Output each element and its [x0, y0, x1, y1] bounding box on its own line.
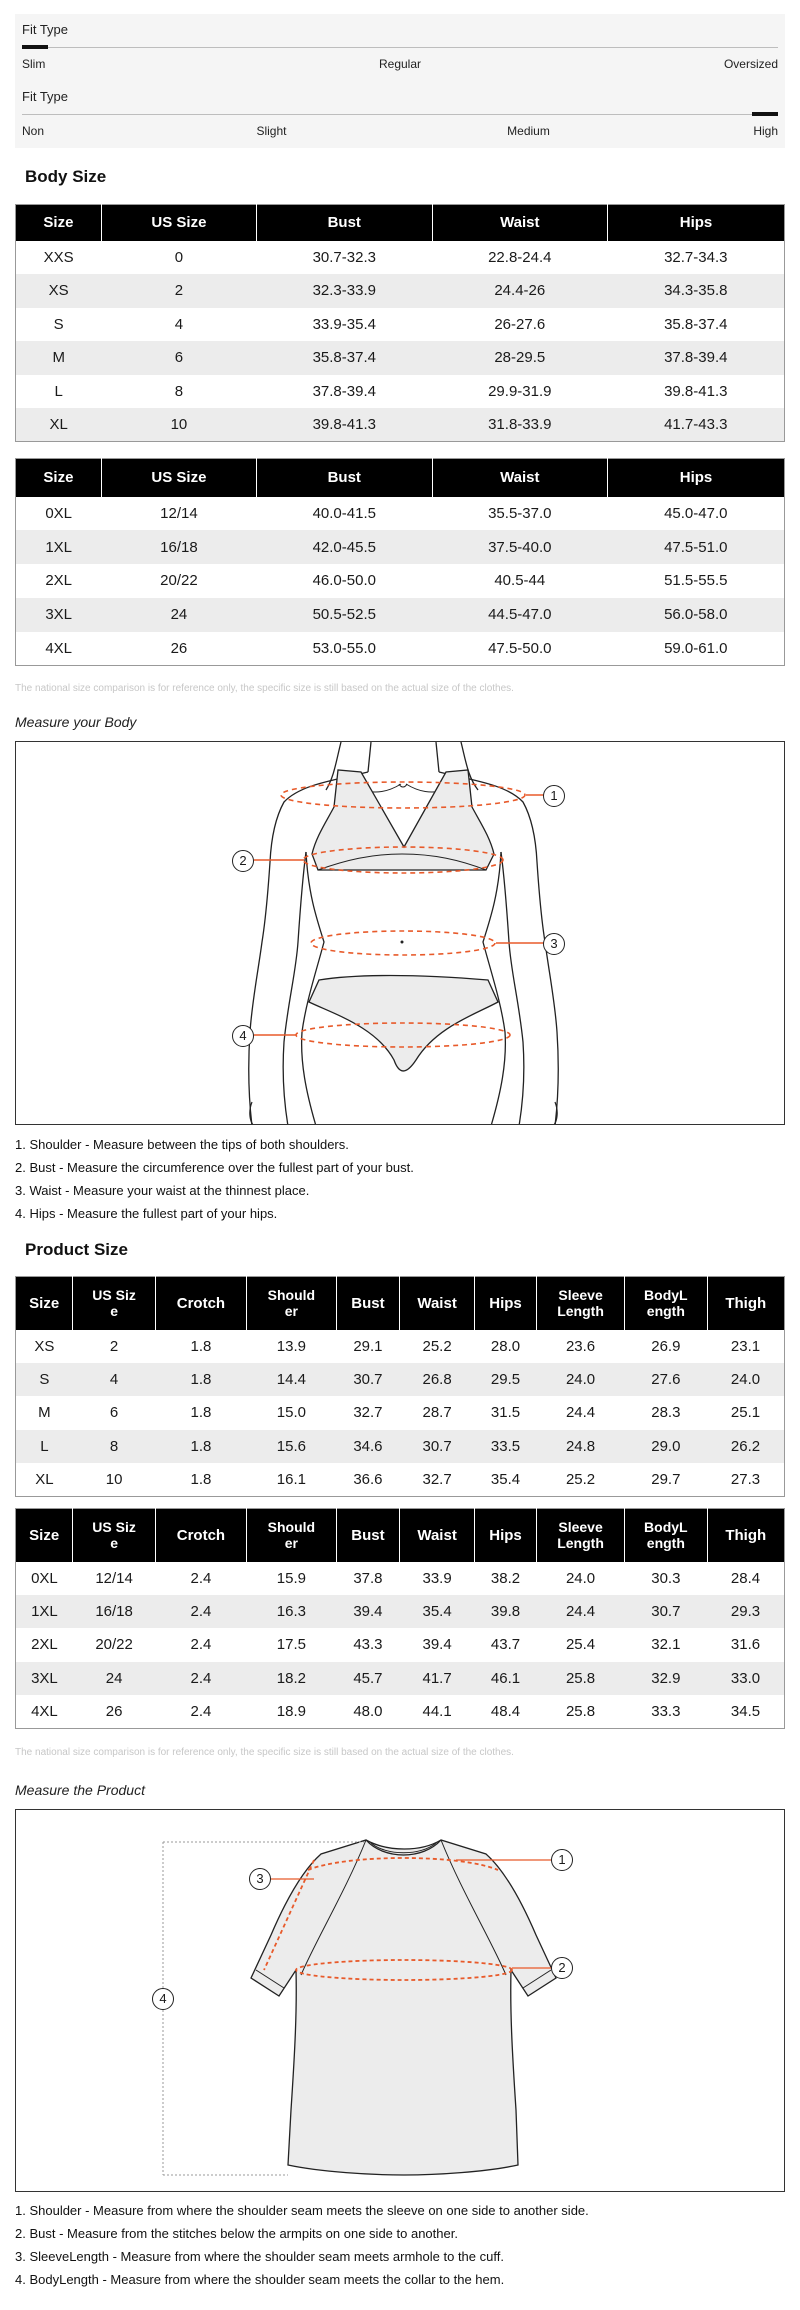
table-row — [16, 1595, 785, 1628]
table-cell: XL — [35, 1471, 54, 1488]
table-cell: 34.3-35.8 — [608, 274, 785, 308]
instruction-item: 3. SleeveLength - Measure from where the shoulder seam meets armhole to the cuff. — [15, 2249, 504, 2264]
column-header: US Size — [101, 459, 256, 497]
table-cell: 23.6 — [565, 1337, 596, 1355]
body-measure-figure — [15, 741, 785, 1125]
marker-3: 3 — [543, 933, 565, 955]
table-cell: XL — [16, 408, 102, 442]
table-cell: 16.1 — [276, 1471, 306, 1488]
table-cell: 30.7-32.3 — [312, 248, 376, 266]
product-size-title: Product Size — [25, 1240, 128, 1259]
table-cell: 26-27.6 — [494, 315, 546, 333]
table-row — [16, 598, 785, 632]
table-cell: 39.8-41.3 — [664, 382, 728, 400]
table-cell: XS — [34, 1337, 55, 1355]
marker-4: 4 — [152, 1988, 174, 2010]
table-cell: L — [54, 382, 63, 400]
column-header: Hips — [475, 1277, 537, 1330]
table-cell: 24.4 — [565, 1404, 596, 1422]
table-cell: 39.4 — [336, 1595, 400, 1628]
column-header: Bust — [257, 205, 433, 241]
fit-label-slim: Slim — [22, 57, 46, 71]
table-cell: 38.2 — [490, 1569, 521, 1587]
instruction-item: 1. Shoulder - Measure from where the shoulder seam meets the sleeve on one side to another side. — [15, 2203, 589, 2218]
table-cell: 0 — [174, 248, 184, 266]
fit-label-regular: Regular — [378, 57, 422, 71]
column-header: Size — [16, 1509, 73, 1562]
table-cell: XXS — [43, 248, 74, 266]
table-cell: 26 — [170, 639, 188, 657]
table-cell: 43.3 — [353, 1636, 383, 1654]
table-cell: 37.8-39.4 — [312, 382, 376, 400]
table-cell: 34.6 — [336, 1430, 400, 1463]
table-cell: 25.1 — [730, 1404, 761, 1422]
table-row — [16, 1562, 785, 1595]
product-size-table-extended — [15, 1508, 785, 1729]
column-header: Crotch — [155, 1277, 246, 1330]
table-cell: 1.8 — [190, 1404, 212, 1422]
body-measure-instructions — [15, 1133, 414, 1225]
fit-label-oversized: Oversized — [723, 57, 778, 71]
instruction-item: 2. Bust - Measure from the stitches below the armpits on one side to another. — [15, 2226, 458, 2241]
table-cell: 15.9 — [276, 1569, 306, 1587]
marker-3: 3 — [249, 1868, 271, 1890]
table-cell: 1XL — [16, 530, 102, 564]
table-cell: 42.0-45.5 — [257, 530, 433, 564]
table-cell: 24.8 — [536, 1430, 624, 1463]
shirt-illustration — [16, 1810, 785, 2192]
table-cell: 1XL — [16, 1595, 73, 1628]
table-cell: 25.8 — [565, 1703, 596, 1720]
table-cell: 33.5 — [475, 1430, 537, 1463]
table-cell: 30.7 — [400, 1430, 475, 1463]
table-row — [16, 341, 785, 375]
body-size-table — [15, 204, 785, 442]
fit-label-slight: Slight — [256, 124, 287, 138]
table-cell: 8 — [73, 1430, 155, 1463]
table-cell: 25.8 — [536, 1662, 624, 1695]
table-cell: 4XL — [31, 1703, 58, 1720]
table-cell: 2.4 — [155, 1662, 246, 1695]
table-cell: 23.1 — [730, 1337, 761, 1355]
column-header: Hips — [608, 205, 785, 241]
table-header-row — [16, 1509, 785, 1562]
table-cell: 30.3 — [651, 1569, 681, 1587]
table-cell: 22.8-24.4 — [488, 248, 552, 266]
table-cell: M — [16, 341, 102, 375]
table-row — [16, 1430, 785, 1463]
table-cell: 26.8 — [400, 1363, 475, 1396]
table-cell: 24 — [101, 598, 256, 632]
table-row — [16, 375, 785, 409]
product-size-table — [15, 1276, 785, 1497]
column-header: Waist — [432, 205, 608, 241]
table-cell: 28-29.5 — [432, 341, 608, 375]
table-cell: 15.6 — [247, 1430, 337, 1463]
table-row — [16, 632, 785, 666]
table-cell: 34.5 — [730, 1703, 761, 1720]
column-header: Should er — [247, 1277, 337, 1330]
table-cell: 8 — [174, 382, 184, 400]
marker-2: 2 — [232, 850, 254, 872]
table-cell: 29.0 — [625, 1430, 707, 1463]
column-header: Bust — [336, 1509, 400, 1562]
fit-type-indicator — [752, 112, 778, 116]
table-cell: 3XL — [16, 1662, 73, 1695]
table-cell: 16/18 — [101, 530, 256, 564]
table-cell: 1.8 — [190, 1337, 212, 1355]
table-cell: 35.5-37.0 — [488, 504, 552, 522]
table-cell: 47.5-51.0 — [608, 530, 785, 564]
table-cell: 26 — [105, 1703, 123, 1720]
table-cell: 24.0 — [565, 1569, 596, 1587]
table-cell: 10 — [105, 1471, 123, 1488]
table-cell: 0XL — [31, 1569, 58, 1587]
table-cell: 32.7-34.3 — [664, 248, 728, 266]
table-cell: 28.0 — [490, 1337, 521, 1355]
table-cell: 50.5-52.5 — [257, 598, 433, 632]
table-cell: 39.8-41.3 — [257, 408, 433, 442]
table-row — [16, 1463, 785, 1496]
table-row — [16, 1363, 785, 1396]
table-cell: 2.4 — [190, 1569, 212, 1587]
table-cell: 40.0-41.5 — [312, 504, 376, 522]
table-cell: L — [16, 1430, 73, 1463]
table-cell: 26.9 — [651, 1337, 681, 1355]
table-cell: 0XL — [45, 504, 73, 522]
table-cell: 24.4 — [536, 1595, 624, 1628]
table-cell: 37.5-40.0 — [432, 530, 608, 564]
table-cell: 33.3 — [651, 1703, 681, 1720]
table-cell: 41.7 — [400, 1662, 475, 1695]
column-header: Should er — [247, 1509, 337, 1562]
fit-type-title: Fit Type — [22, 22, 69, 37]
marker-2: 2 — [551, 1957, 573, 1979]
column-header: Waist — [400, 1509, 475, 1562]
instruction-item: 1. Shoulder - Measure between the tips of both shoulders. — [15, 1137, 349, 1152]
marker-1: 1 — [543, 785, 565, 807]
table-cell: 24 — [73, 1662, 155, 1695]
table-cell: 1.8 — [155, 1363, 246, 1396]
table-cell: 25.2 — [422, 1337, 452, 1355]
column-header: Sleeve Length — [536, 1509, 624, 1562]
table-cell: 56.0-58.0 — [608, 598, 785, 632]
table-cell: 24.0 — [707, 1363, 784, 1396]
table-cell: 36.6 — [353, 1471, 383, 1488]
column-header: Sleeve Length — [536, 1277, 624, 1330]
table-cell: 30.7 — [625, 1595, 707, 1628]
column-header: US Siz e — [73, 1277, 155, 1330]
column-header: Waist — [432, 459, 608, 497]
table-row — [16, 1330, 785, 1363]
fit-type-track — [22, 47, 778, 48]
column-header: Thigh — [707, 1509, 784, 1562]
table-cell: 18.2 — [247, 1662, 337, 1695]
measure-body-title: Measure your Body — [15, 714, 137, 730]
table-cell: 46.1 — [475, 1662, 537, 1695]
table-cell: 29.9-31.9 — [488, 382, 552, 400]
size-disclaimer: The national size comparison is for reference only, the specific size is still based on the actual size of the clothes. — [15, 1747, 514, 1758]
table-row — [16, 274, 785, 308]
table-cell: 2 — [109, 1337, 119, 1355]
column-header: Bust — [336, 1277, 400, 1330]
table-cell: 44.1 — [422, 1703, 452, 1720]
fit-type-track — [22, 114, 778, 115]
instruction-item: 3. Waist - Measure your waist at the thinnest place. — [15, 1183, 310, 1198]
column-header: Waist — [400, 1277, 475, 1330]
table-cell: 25.4 — [565, 1636, 596, 1654]
fit-type-indicator — [22, 45, 48, 49]
product-measure-instructions — [15, 2199, 589, 2291]
table-row — [16, 241, 785, 275]
table-cell: 48.0 — [353, 1703, 383, 1720]
instruction-item: 4. BodyLength - Measure from where the shoulder seam meets the collar to the hem. — [15, 2272, 505, 2287]
table-cell: 35.4 — [490, 1471, 521, 1488]
table-cell: 59.0-61.0 — [664, 639, 728, 657]
table-cell: 28.3 — [651, 1404, 681, 1422]
table-cell: 32.9 — [625, 1662, 707, 1695]
table-cell: 20/22 — [160, 572, 198, 590]
measure-product-title: Measure the Product — [15, 1782, 145, 1798]
column-header: US Siz e — [73, 1509, 155, 1562]
table-cell: 48.4 — [490, 1703, 521, 1720]
fit-type-title: Fit Type — [22, 89, 69, 104]
table-cell: 12/14 — [160, 504, 198, 522]
table-cell: 39.4 — [422, 1636, 452, 1654]
table-cell: 6 — [109, 1404, 119, 1422]
table-cell: 1.8 — [155, 1430, 246, 1463]
table-cell: 2XL — [31, 1636, 58, 1654]
table-cell: 28.4 — [730, 1569, 761, 1587]
column-header: Hips — [608, 459, 785, 497]
table-row — [16, 408, 785, 442]
column-header: BodyL ength — [625, 1509, 707, 1562]
table-cell: S — [53, 315, 64, 333]
table-cell: 2.4 — [190, 1703, 212, 1720]
column-header: Thigh — [707, 1277, 784, 1330]
marker-1: 1 — [551, 1849, 573, 1871]
fit-label-non: Non — [22, 124, 45, 138]
table-cell: 16/18 — [73, 1595, 155, 1628]
table-cell: 6 — [101, 341, 256, 375]
table-cell: 17.5 — [276, 1636, 306, 1654]
body-illustration — [16, 742, 785, 1125]
table-cell: 41.7-43.3 — [608, 408, 785, 442]
table-cell: 45.7 — [336, 1662, 400, 1695]
fit-type-panel — [15, 14, 785, 148]
table-cell: 37.8-39.4 — [608, 341, 785, 375]
table-cell: M — [38, 1404, 51, 1422]
table-cell: 31.6 — [730, 1636, 761, 1654]
table-cell: 27.3 — [730, 1471, 761, 1488]
table-cell: 45.0-47.0 — [664, 504, 728, 522]
table-cell: 32.1 — [651, 1636, 681, 1654]
table-cell: 1.8 — [190, 1471, 212, 1488]
table-cell: 24.0 — [536, 1363, 624, 1396]
table-cell: 4XL — [45, 639, 73, 657]
column-header: US Size — [101, 205, 256, 241]
marker-4: 4 — [232, 1025, 254, 1047]
table-cell: 14.4 — [247, 1363, 337, 1396]
table-row — [16, 308, 785, 342]
table-cell: 3XL — [16, 598, 102, 632]
table-row — [16, 1628, 785, 1661]
table-row — [16, 497, 785, 531]
table-cell: 2XL — [45, 572, 73, 590]
table-cell: 4 — [174, 315, 184, 333]
table-cell: 2.4 — [190, 1636, 212, 1654]
table-cell: 39.8 — [475, 1595, 537, 1628]
table-cell: 33.9-35.4 — [312, 315, 376, 333]
table-cell: 29.5 — [475, 1363, 537, 1396]
table-cell: 43.7 — [490, 1636, 521, 1654]
table-cell: 35.4 — [400, 1595, 475, 1628]
column-header: Size — [16, 1277, 73, 1330]
column-header: BodyL ength — [625, 1277, 707, 1330]
column-header: Size — [16, 459, 102, 497]
body-size-table-extended — [15, 458, 785, 666]
table-cell: 35.8-37.4 — [664, 315, 728, 333]
table-cell: 29.3 — [707, 1595, 784, 1628]
size-disclaimer: The national size comparison is for reference only, the specific size is still based on the actual size of the clothes. — [15, 683, 514, 694]
table-cell: 25.2 — [565, 1471, 596, 1488]
body-size-title: Body Size — [25, 167, 107, 186]
table-cell: 4 — [73, 1363, 155, 1396]
table-cell: 28.7 — [422, 1404, 452, 1422]
table-cell: 33.0 — [707, 1662, 784, 1695]
table-row — [16, 564, 785, 598]
column-header: Size — [16, 205, 102, 241]
table-cell: 47.5-50.0 — [488, 639, 552, 657]
fit-type-slider-2 — [22, 89, 785, 138]
table-cell: 10 — [101, 408, 256, 442]
column-header: Hips — [475, 1509, 537, 1562]
table-cell: 31.5 — [490, 1404, 521, 1422]
table-cell: 27.6 — [625, 1363, 707, 1396]
instruction-item: 4. Hips - Measure the fullest part of your hips. — [15, 1206, 278, 1221]
table-header-row — [16, 459, 785, 497]
table-cell: S — [16, 1363, 73, 1396]
table-cell: 33.9 — [422, 1569, 452, 1587]
table-cell: 15.0 — [276, 1404, 306, 1422]
table-cell: 13.9 — [276, 1337, 306, 1355]
table-header-row — [16, 1277, 785, 1330]
table-header-row — [16, 205, 785, 241]
table-cell: 26.2 — [707, 1430, 784, 1463]
table-cell: 31.8-33.9 — [432, 408, 608, 442]
table-cell: 32.7 — [353, 1404, 383, 1422]
instruction-item: 2. Bust - Measure the circumference over the fullest part of your bust. — [15, 1160, 414, 1175]
table-cell: 12/14 — [95, 1569, 133, 1587]
table-cell: 32.3-33.9 — [257, 274, 433, 308]
table-cell: 29.7 — [651, 1471, 681, 1488]
fit-label-high: High — [753, 124, 778, 138]
table-cell: 51.5-55.5 — [664, 572, 728, 590]
table-row — [16, 1695, 785, 1728]
column-header: Crotch — [155, 1509, 246, 1562]
table-cell: 35.8-37.4 — [257, 341, 433, 375]
fit-type-slider-1 — [22, 22, 785, 71]
fit-label-medium: Medium — [507, 124, 550, 138]
column-header: Bust — [257, 459, 433, 497]
table-cell: 40.5-44 — [494, 572, 546, 590]
table-cell: 24.4-26 — [432, 274, 608, 308]
table-cell: 2 — [101, 274, 256, 308]
table-row — [16, 530, 785, 564]
table-cell: 18.9 — [276, 1703, 306, 1720]
table-cell: 2.4 — [155, 1595, 246, 1628]
table-row — [16, 1396, 785, 1429]
product-measure-figure — [15, 1809, 785, 2192]
table-cell: 44.5-47.0 — [432, 598, 608, 632]
table-cell: 20/22 — [95, 1636, 133, 1654]
table-cell: 53.0-55.0 — [312, 639, 376, 657]
table-cell: 37.8 — [353, 1569, 383, 1587]
table-cell: XS — [16, 274, 102, 308]
table-cell: 16.3 — [247, 1595, 337, 1628]
table-cell: 32.7 — [422, 1471, 452, 1488]
table-cell: 46.0-50.0 — [312, 572, 376, 590]
table-cell: 30.7 — [336, 1363, 400, 1396]
table-cell: 29.1 — [353, 1337, 383, 1355]
table-row — [16, 1662, 785, 1695]
